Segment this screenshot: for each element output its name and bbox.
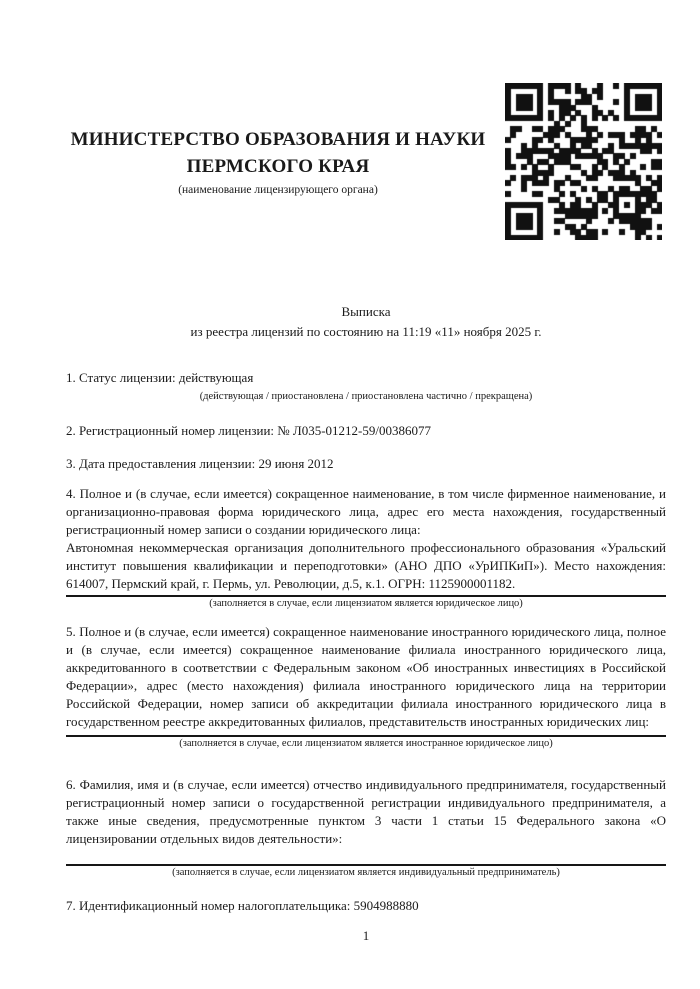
taxpayer-number-text: 7. Идентификационный номер налогоплательщика: 5904988880: [66, 898, 419, 913]
license-status-caption: (действующая / приостановлена / приостановлена частично / прекращена): [199, 391, 533, 402]
legal-entity-caption: (заполняется в случае, если лицензиатом является юридическое лицо): [209, 598, 523, 609]
individual-entrepreneur-label: 6. Фамилия, имя и (в случае, если имеется) отчество индивидуального предпринимателя, государственный регистрационный номер записи о государственной регистрации индивидуального предпринимателя, а также иные сведения, предусмотренные пунктом 3 части 1 статьи 15 Федерального закона «О лицензировании отдельных видов деятельности»:: [66, 777, 666, 846]
field-legal-entity: [66, 485, 666, 610]
document-title-line2: из реестра лицензий по состоянию на 11:19 «11» ноября 2025 г.: [190, 324, 542, 339]
individual-entrepreneur-caption: (заполняется в случае, если лицензиатом является индивидуальный предприниматель): [172, 867, 560, 878]
license-grant-date-text: 3. Дата предоставления лицензии: 29 июня 2012: [66, 456, 334, 471]
ministry-name-caption: (наименование лицензирующего органа): [178, 184, 378, 196]
document-title: [66, 302, 666, 342]
field-registration-number: [66, 422, 666, 440]
qr-code-icon: [505, 83, 662, 240]
legal-entity-value: Автономная некоммерческая организация дополнительного профессионального образования «Уральский институт повышения квалификации и переподготовки» (АНО ДПО «УрИПКиП»). Место нахождения: 614007, Пермский край, г. Пермь, ул. Революции, д.5, к.1. ОГРН: 1125900001182.: [66, 540, 666, 591]
page-number: 1: [362, 928, 370, 943]
license-status-text: 1. Статус лицензии: действующая: [66, 370, 254, 385]
field-individual-entrepreneur: [66, 776, 666, 879]
document-title-line1: Выписка: [341, 304, 391, 319]
field-foreign-legal-entity: [66, 623, 666, 750]
field-license-status: [66, 369, 666, 403]
foreign-legal-entity-label: 5. Полное и (в случае, если имеется) сокращенное наименование иностранного юридического лица, полное и (в случае, если имеется) сокращенное наименование филиала иностранного юридического лица, аккредитованного в соответствии с Федеральным законом «Об иностранных инвестициях в Российской Федерации», адрес (место нахождения) филиала иностранного юридического лица на территории Российской Федерации, номер записи об аккредитации филиала иностранного юридического лица в государственном реестре аккредитованных филиалов, представительств иностранных юридических лиц:: [66, 624, 666, 729]
licensing-authority-block: [66, 126, 490, 197]
field-license-grant-date: [66, 455, 666, 473]
ministry-name-line1: МИНИСТЕРСТВО ОБРАЗОВАНИЯ И НАУКИ: [70, 129, 486, 150]
foreign-legal-entity-caption: (заполняется в случае, если лицензиатом является иностранное юридическое лицо): [179, 738, 553, 749]
registration-number-text: 2. Регистрационный номер лицензии: № Л035-01212-59/00386077: [66, 423, 432, 438]
legal-entity-label: 4. Полное и (в случае, если имеется) сокращенное наименование, в том числе фирменное наименование, и организационно-правовая форма юридического лица, адрес его места нахождения, государственный регистрационный номер записи о создании юридического лица:: [66, 486, 666, 537]
ministry-name-line2: ПЕРМСКОГО КРАЯ: [186, 156, 370, 177]
field-taxpayer-number: [66, 897, 666, 915]
